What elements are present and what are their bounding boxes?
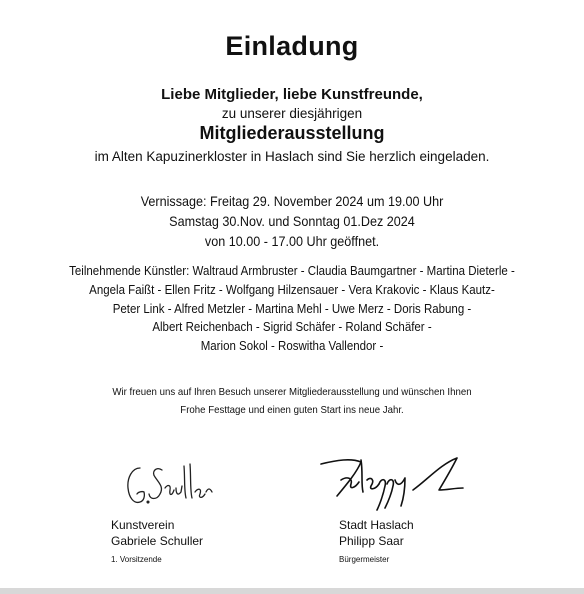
right-organization: Stadt Haslach: [339, 518, 414, 532]
vernissage-line: Vernissage: Freitag 29. November 2024 um 19.00 Uhr: [140, 193, 444, 209]
page-title: Einladung: [225, 31, 359, 61]
intro-text: zu unserer diesjährigen: [221, 106, 363, 121]
artists-line: Marion Sokol - Roswitha Vallendor -: [200, 339, 384, 353]
artists-line: Albert Reichenbach - Sigrid Schäfer - Roland Schäfer -: [152, 320, 432, 334]
right-signatory-name: Philipp Saar: [339, 534, 404, 548]
bottom-divider: [0, 588, 584, 594]
closing-line: Frohe Festtage und einen guten Start ins neue Jahr.: [180, 404, 404, 416]
artists-line: Teilnehmende Künstler: Waltraud Armbruster - Claudia Baumgartner - Martina Dieterle -: [69, 264, 515, 278]
artists-line: Peter Link - Alfred Metzler - Martina Mehl - Uwe Merz - Doris Rabung -: [112, 302, 472, 316]
artists-line: Angela Faißt - Ellen Fritz - Wolfgang Hilzensauer - Vera Krakovic - Klaus Kautz-: [89, 283, 495, 297]
exhibition-title: Mitgliederausstellung: [199, 123, 385, 143]
location-text: im Alten Kapuzinerkloster in Haslach sind Sie herzlich eingeladen.: [94, 149, 490, 164]
right-signatory-role: Bürgermeister: [339, 555, 390, 564]
left-signatory-name: Gabriele Schuller: [111, 534, 204, 548]
signature-left: [118, 458, 218, 514]
greeting: Liebe Mitglieder, liebe Kunstfreunde,: [161, 86, 423, 103]
signature-right: [317, 450, 467, 512]
left-organization: Kunstverein: [111, 518, 175, 532]
opening-hours-line: von 10.00 - 17.00 Uhr geöffnet.: [204, 233, 380, 249]
closing-line: Wir freuen uns auf Ihren Besuch unserer Mitgliederausstellung und wünschen Ihnen: [112, 386, 472, 398]
left-signatory-role: 1. Vorsitzende: [111, 555, 162, 564]
opening-days-line: Samstag 30.Nov. und Sonntag 01.Dez 2024: [169, 213, 415, 229]
